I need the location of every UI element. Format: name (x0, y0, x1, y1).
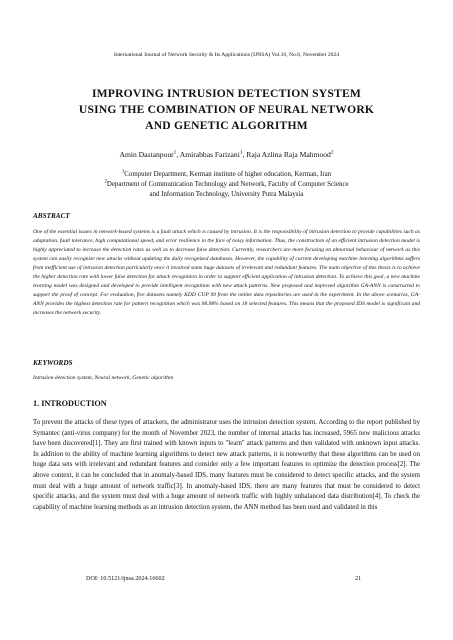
author-affiliation-mark: 1 (239, 149, 243, 156)
title-line-1: IMPROVING INTRUSION DETECTION SYSTEM (91, 87, 362, 100)
author-name: Raja Azlina Raja Mahmood (246, 150, 331, 159)
paper-title (40, 86, 413, 134)
abstract-heading: ABSTRACT (33, 212, 70, 220)
title-line-3: AND GENETIC ALGORITHM (145, 119, 308, 132)
affiliation-mark: 2 (104, 179, 107, 185)
introduction-heading: 1. INTRODUCTION (33, 399, 107, 408)
affiliation-2 (30, 180, 423, 190)
affiliations (30, 170, 423, 200)
keywords-text: Intrusion detection system, Neural network, Genetic algorithm (33, 375, 174, 381)
author-name: Amirabbas Farizani (179, 150, 240, 159)
keywords-heading: KEYWORDS (33, 359, 73, 367)
author-list (0, 150, 453, 159)
title-line-2: USING THE COMBINATION OF NEURAL NETWORK (78, 103, 375, 116)
affiliation-1 (30, 170, 423, 180)
author-affiliation-mark: 2 (330, 149, 334, 156)
affiliation-text: Department of Communication Technology and Network, Faculty of Computer Science (106, 181, 349, 188)
author-separator: , (176, 150, 180, 159)
journal-header: International Journal of Network Security & Its Applications (IJNSA) Vol.16, No.6, November 2024 (113, 52, 340, 58)
affiliation-mark: 1 (121, 169, 125, 175)
affiliation-2-continued: and Information Technology, University Putra Malaysia (149, 191, 304, 198)
author-name: Amin Dastanpour (119, 150, 174, 159)
author-affiliation-mark: 1 (173, 149, 177, 156)
page-number: 21 (355, 575, 362, 582)
introduction-text: To prevent the attacks of these types of attackers, the administrator uses the intrusion detection system. According to the report published by Symantec (anti-virus company) for the month of November 2023, the number of internal attacks has increased, 5965 new malicious attacks have been discovered[1]. They are first trained with known inputs to "learn" attack patterns and then validated with unknown input attacks. In addition to the ability of machine learning algorithms to detect new attack patterns, it is noteworthy that these algorithms can be used on huge data sets with irrelevant and redundant features and consider only a few important features to optimize the detection process[2]. The above context, it can be concluded that in anomaly-based IDS, many features must be considered to detect specific attacks, and the system must deal with a huge amount of network traffic[3]. In anomaly-based IDS, there are many features that must be considered to detect specific attacks, and the system must deal with a huge amount of network traffic with highly unbalanced data distribution[4]. To check the capability of machine learning methods as an intrusion detection system, the ANN method has been used and validated in this (33, 419, 420, 511)
author-separator: , (242, 150, 247, 159)
doi-link[interactable]: DOI: 10.5121/ijnsa.2024.16602 (86, 575, 165, 582)
affiliation-text: Computer Department, Kerman institute of higher education, Kerman, Iran (124, 171, 332, 178)
abstract-text: One of the essential issues in network-based systems is a fault attack which is caused by intrusion. It is the responsibility of intrusion detection to provide capabilities such as adaptation, fault tolerance, high computational speed, and error resilience in the face of noisy information. Thus, the construction of an efficient intrusion detection model is highly appreciated to increase the detection rates as well as to decrease false detection. Currently, researchers are more focusing on abnormal behaviour of network as this system can easily recognize new attacks without updating the daily recognized databases. However, the capability of current developing machine learning algorithms suffers from inefficient use of intrusion detection particularly once it involved some huge datasets of irrelevant and redundant features. The main objective of this thesis is to achieve the higher detection rate with lower false detection for attack recognition in order to support efficient application of intrusion detection. To achieve this goal, a new machine learning model was designed and developed to provide intelligent recognition with new attack patterns. New proposed and improved algorithm GA-ANN is constructed to support the proof of concept. For evaluation, five datasets namely KDD CUP 99 from the online data repositories are used in the experiment. In the above scenarios, GA-ANN provides the highest detection rate for pattern recognition which was 98.98% based on 18 selected features. This means that the proposed IDS model is significant and increases the network security. (33, 229, 420, 316)
